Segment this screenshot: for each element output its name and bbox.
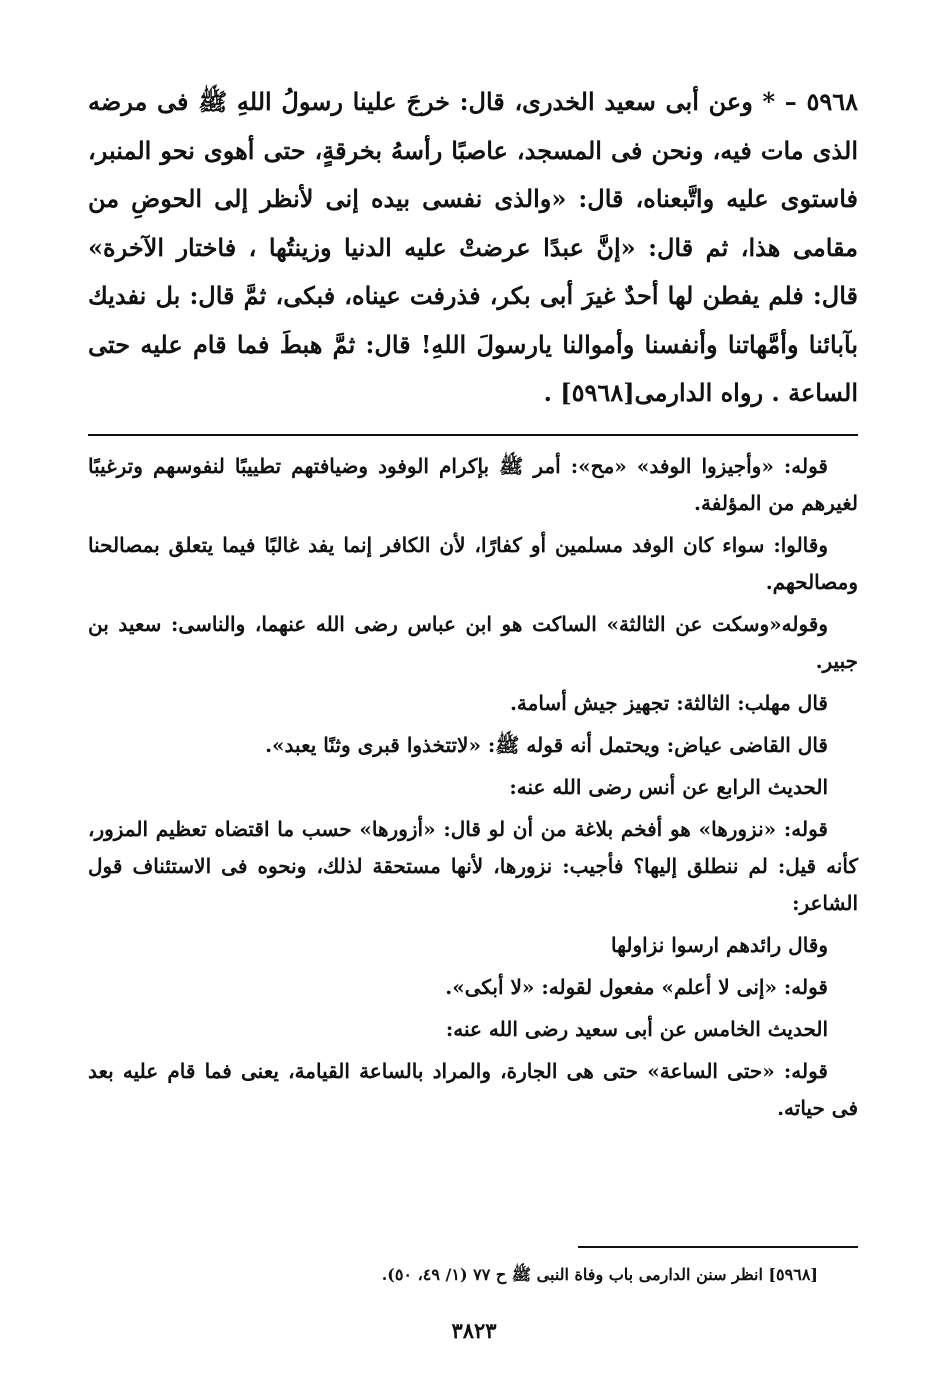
commentary-paragraph: قوله: «إنى لا أعلم» مفعول لقوله: «لا أبكى».	[445, 974, 828, 999]
page-number: ٣٨٢٣	[451, 1318, 497, 1343]
commentary-heading: الحديث الرابع عن أنس رضى الله عنه:	[509, 774, 828, 799]
commentary-paragraph: قوله: «حتى الساعة» حتى هى الجارة، والمراد بالساعة القيامة، يعنى فما قام عليه بعد فى حياته.	[88, 1058, 858, 1120]
commentary-paragraph: وقوله«وسكت عن الثالثة» الساكت هو ابن عباس رضى الله عنهما، والناسى: سعيد بن جبير.	[88, 611, 858, 673]
commentary-heading: الحديث الخامس عن أبى سعيد رضى الله عنه:	[445, 1016, 828, 1041]
commentary-paragraph: وقالوا: سواء كان الوفد مسلمين أو كفارًا، لأن الكافر إنما يفد غالبًا فيما يتعلق بمصالحنا ومصالحهم.	[88, 532, 858, 594]
commentary-paragraph: قوله: «نزورها» هو أفخم بلاغة من أن لو قال: «أزورها» حسب ما اقتضاه تعظيم المزور، كأنه قيل: لم ننطلق إليها؟ فأجيب: نزورها، لأنها مستحقة لذلك، ونحوه فى الاستئناف قول الشاعر:	[88, 816, 858, 915]
footnote: [٥٩٦٨] انظر سنن الدارمى باب وفاة النبى ﷺ ح ٧٧ (١/ ٤٩، ٥٠).	[381, 1265, 818, 1284]
hadith-text: ٥٩٦٨ – * وعن أبى سعيد الخدرى، قال: خرجَ علينا رسولُ اللهِ ﷺ فى مرضه الذى مات فيه، ونحن فى المسجد، عاصبًا رأسهُ بخرقةٍ، حتى أهوى نحو المنبر، فاستوى عليه واتَّبعناه، قال: «والذى نفسى بيده إنى لأنظر إلى الحوضِ من مقامى هذا، ثم قال: «إنَّ عبدًا عرضتْ عليه الدنيا وزينتُها ، فاختار الآخرة» قال: فلم يفطن لها أحدٌ غيرَ أبى بكر، فذرفت عيناه، فبكى، ثمَّ قال: بل نفديك بآبائنا وأمَّهاتنا وأنفسنا وأموالنا يارسولَ اللهِ! قال: ثمَّ هبطَ فما قام عليه حتى الساعة . رواه الدارمى[٥٩٦٨] .	[88, 87, 858, 407]
commentary-paragraph: قال مهلب: الثالثة: تجهيز جيش أسامة.	[509, 690, 828, 715]
commentary-paragraph: قال القاضى عياض: ويحتمل أنه قوله ﷺ: «لاتتخذوا قبرى وثنًا يعبد».	[265, 732, 828, 757]
section-divider	[88, 434, 858, 436]
poetry-verse: وقال رائدهم ارسوا نزاولها	[611, 932, 828, 957]
page-body	[88, 78, 858, 1132]
commentary	[88, 448, 858, 1127]
footnote-divider	[578, 1246, 858, 1248]
commentary-paragraph: قوله: «وأجيزوا الوفد» «مح»: أمر ﷺ بإكرام الوفود وضيافتهم تطييبًا لنفوسهم وترغيبًا لغيرهم من المؤلفة.	[88, 453, 858, 515]
